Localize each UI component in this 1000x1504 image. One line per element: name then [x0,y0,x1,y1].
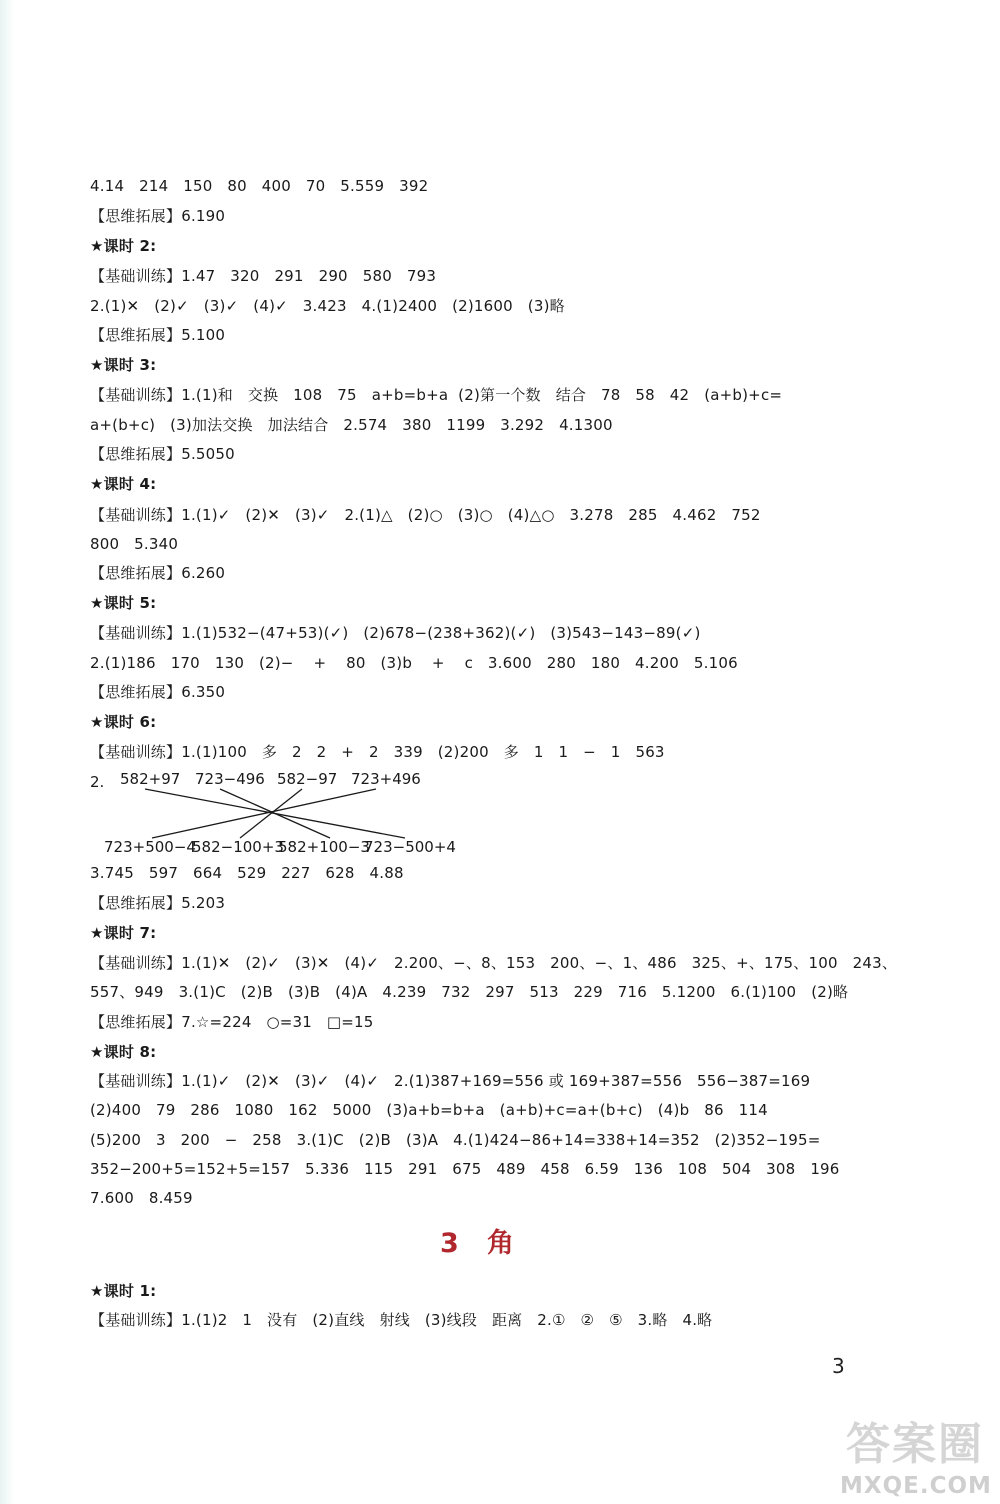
basic-training-line: 【基础训练】1.(1)✕ (2)✓ (3)✕ (4)✓ 2.200、−、8、153 200、−、1、486 325、+、175、100 243、 [90,954,898,972]
thinking-extension-line: 【思维拓展】6.350 [90,683,226,701]
lesson-heading: ★课时 7: [90,924,157,942]
watermark-text: 答案圈 [846,1419,984,1470]
answer-line: (2)400 79 286 1080 162 5000 (3)a+b=b+a (a+b)+c=a+(b+c) (4)b 86 114 [90,1101,768,1119]
answer-line: 800 5.340 [90,535,179,553]
lesson-heading: ★课时 1: [90,1282,157,1300]
lesson-heading: ★课时 2: [90,237,157,255]
basic-training-line: 【基础训练】1.47 320 291 290 580 793 [90,267,437,285]
basic-training-line: 【基础训练】1.(1)✓ (2)✕ (3)✓ (4)✓ 2.(1)387+169=556 或 169+387=556 556−387=169 [90,1072,811,1090]
lesson-heading: ★课时 3: [90,356,157,374]
thinking-extension-line: 【思维拓展】5.203 [90,894,226,912]
basic-training-line: 【基础训练】1.(1)532−(47+53)(✓) (2)678−(238+362)(✓) (3)543−143−89(✓) [90,624,701,642]
match-top-item: 582+97 [120,770,181,788]
thinking-extension-line: 【思维拓展】6.260 [90,564,226,582]
match-bottom-item: 723+500−4 [104,838,196,856]
answer-line: a+(b+c) (3)加法交换 加法结合 2.574 380 1199 3.292 4.1300 [90,416,613,434]
answer-line: 3.745 597 664 529 227 628 4.88 [90,864,404,882]
match-top-item: 582−97 [277,770,338,788]
answer-line: 557、949 3.(1)C (2)B (3)B (4)A 4.239 732 297 513 229 716 5.1200 6.(1)100 (2)略 [90,983,849,1001]
watermark-logo [840,1420,998,1504]
page-number: 3 [832,1354,845,1378]
answer-line: 352−200+5=152+5=157 5.336 115 291 675 489 458 6.59 136 108 504 308 196 [90,1160,840,1178]
answer-line: 7.600 8.459 [90,1189,193,1207]
basic-training-line: 【基础训练】1.(1)100 多 2 2 + 2 339 (2)200 多 1 1 − 1 563 [90,743,665,761]
lesson-heading: ★课时 4: [90,475,157,493]
answer-line: (5)200 3 200 − 258 3.(1)C (2)B (3)A 4.(1)424−86+14=338+14=352 (2)352−195= [90,1131,821,1149]
lesson-heading: ★课时 6: [90,713,157,731]
match-top-item: 723−496 [195,770,265,788]
thinking-extension-line: 【思维拓展】7.☆=224 ○=31 □=15 [90,1013,374,1031]
answer-line: 4.14 214 150 80 400 70 5.559 392 [90,177,429,195]
basic-training-line: 【基础训练】1.(1)和 交换 108 75 a+b=b+a (2)第一个数 结合 78 58 42 (a+b)+c= [90,386,783,404]
thinking-extension-line: 【思维拓展】5.100 [90,326,226,344]
basic-training-line: 【基础训练】1.(1)2 1 没有 (2)直线 射线 (3)线段 距离 2.① ② ⑤ 3.略 4.略 [90,1311,713,1329]
answer-line: 2.(1)186 170 130 (2)− + 80 (3)b + c 3.600 280 180 4.200 5.106 [90,654,738,672]
lesson-heading: ★课时 8: [90,1043,157,1061]
answer-line: 2.(1)✕ (2)✓ (3)✓ (4)✓ 3.423 4.(1)2400 (2)1600 (3)略 [90,297,565,315]
watermark-url: MXQE.COM [840,1473,992,1499]
match-connector [240,789,302,838]
basic-training-line: 【基础训练】1.(1)✓ (2)✕ (3)✓ 2.(1)△ (2)○ (3)○ (4)△○ 3.278 285 4.462 752 [90,506,761,524]
thinking-extension-line: 【思维拓展】6.190 [90,207,226,225]
match-bottom-item: 582−100+3 [192,838,284,856]
match-bottom-item: 723−500+4 [364,838,456,856]
match-label: 2. [90,773,105,791]
lesson-heading: ★课时 5: [90,594,157,612]
chapter-title: 3 角 [440,1228,514,1259]
thinking-extension-line: 【思维拓展】5.5050 [90,445,235,463]
matching-diagram [90,770,470,860]
match-connector [220,789,330,838]
match-top-item: 723+496 [351,770,421,788]
match-bottom-item: 582+100−3 [278,838,370,856]
